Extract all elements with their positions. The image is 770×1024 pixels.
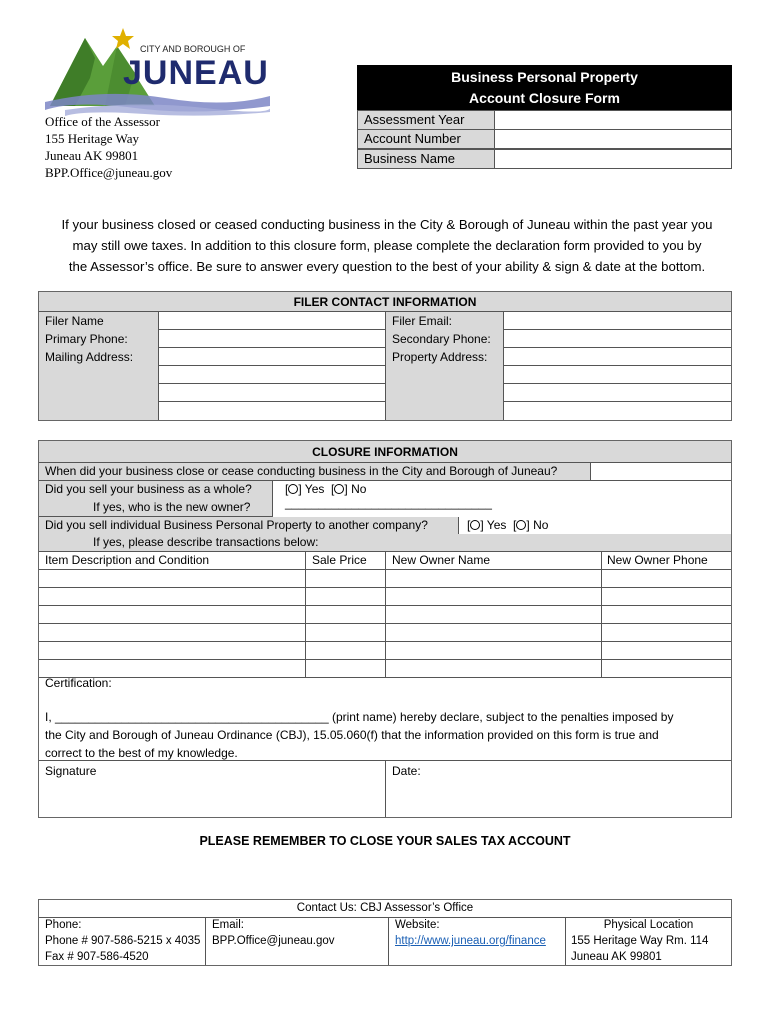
table-row[interactable] xyxy=(39,588,731,606)
q3-yes-radio[interactable] xyxy=(470,520,480,530)
primary-phone-label: Primary Phone: xyxy=(45,332,128,346)
filer-email-field[interactable] xyxy=(504,312,731,330)
mailing-address-field[interactable] xyxy=(159,348,385,366)
q1-label-cell xyxy=(39,463,591,481)
account-number-field[interactable] xyxy=(495,130,731,148)
business-name-label: Business Name xyxy=(358,150,495,168)
q1-close-date-question: When did your business close or cease conducting business in the City and Borough of Juneau? xyxy=(45,464,558,478)
mountain-logo-icon xyxy=(45,18,270,118)
date-label: Date: xyxy=(392,764,421,778)
sales-tax-reminder: PLEASE REMEMBER TO CLOSE YOUR SALES TAX ACCOUNT xyxy=(199,834,571,848)
filer-contact-section xyxy=(38,291,732,421)
contact-location-cell xyxy=(566,917,731,965)
location-label: Physical Location xyxy=(603,919,694,931)
form-title-box xyxy=(357,65,732,170)
mailing-address-line3[interactable] xyxy=(159,384,385,402)
table-row[interactable] xyxy=(39,660,731,678)
secondary-phone-field[interactable] xyxy=(504,330,731,348)
q3-block: Did you sell individual Business Personal Property to another company? [ ] Yes [ ] No If yes, please describe transactions below: xyxy=(39,517,731,552)
property-address-line2[interactable] xyxy=(504,366,731,384)
closure-section-header: CLOSURE INFORMATION xyxy=(312,445,458,459)
column-header-sale-price: Sale Price xyxy=(306,552,386,570)
q3-no-label: No xyxy=(533,518,549,532)
mailing-address-line2[interactable] xyxy=(159,366,385,384)
filer-left-labels xyxy=(39,312,159,420)
business-name-row xyxy=(357,149,732,169)
closure-header-band xyxy=(39,441,731,463)
q3-no-radio[interactable] xyxy=(516,520,526,530)
certification-text-line1: I, _________________________________________ (print name) hereby declare, subject to the penalties imposed by xyxy=(45,710,674,724)
signature-label: Signature xyxy=(45,764,97,778)
mailing-address-line4[interactable] xyxy=(159,402,385,420)
column-header-owner-name: New Owner Name xyxy=(386,552,602,570)
certification-text-line3: correct to the best of my knowledge. xyxy=(45,746,238,760)
q2-block: Did you sell your business as a whole? [ ] Yes [ ] No If yes, who is the new owner? _______________________________ xyxy=(39,481,731,517)
intro-paragraph: If your business closed or ceased conducting business in the City & Borough of Juneau within the past year you may still owe taxes. In addition to this closure form, please complete the declaration form provided to you by the Assessor’s office. Be sure to answer every question to the best of your ability & sign & date at the bottom. xyxy=(61,217,713,274)
location-city: Juneau AK 99801 xyxy=(571,951,662,963)
table-row[interactable] xyxy=(39,642,731,660)
property-address-line3[interactable] xyxy=(504,384,731,402)
business-name-field[interactable] xyxy=(495,150,731,168)
property-address-line4[interactable] xyxy=(504,402,731,420)
svg-text:JUNEAU: JUNEAU xyxy=(123,54,269,92)
assessment-year-row xyxy=(357,110,732,130)
close-date-field[interactable] xyxy=(591,463,731,481)
assessment-year-field[interactable] xyxy=(495,111,731,129)
office-name: Office of the Assessor xyxy=(45,114,160,129)
contact-header: Contact Us: CBJ Assessor’s Office xyxy=(296,902,474,914)
certification-label: Certification: xyxy=(45,676,112,690)
office-city: Juneau AK 99801 xyxy=(45,148,139,163)
mailing-address-label: Mailing Address: xyxy=(45,350,134,364)
column-header-item: Item Description and Condition xyxy=(39,552,306,570)
cbj-logo xyxy=(45,18,270,118)
primary-phone-field[interactable] xyxy=(159,330,385,348)
svg-text:CITY AND BOROUGH OF: CITY AND BOROUGH OF xyxy=(140,44,246,54)
phone-number: Phone # 907-586-5215 x 4035 xyxy=(45,935,201,947)
date-field[interactable] xyxy=(386,760,731,817)
column-header-owner-phone: New Owner Phone xyxy=(602,552,731,570)
filer-email-label: Filer Email: xyxy=(392,314,453,328)
q2-yes-label: Yes xyxy=(304,482,325,496)
phone-label: Phone: xyxy=(45,919,82,931)
account-number-row xyxy=(357,129,732,149)
filer-right-labels xyxy=(386,312,504,420)
table-row[interactable] xyxy=(39,570,731,588)
q2-new-owner-question: If yes, who is the new owner? xyxy=(93,500,251,514)
office-street: 155 Heritage Way xyxy=(45,131,140,146)
transactions-table xyxy=(39,552,731,678)
q2-no-radio[interactable] xyxy=(334,484,344,494)
website-label: Website: xyxy=(395,919,440,931)
contact-table xyxy=(38,899,732,966)
property-address-label: Property Address: xyxy=(392,350,488,364)
filer-name-label: Filer Name xyxy=(45,314,104,328)
form-title: Business Personal Property Account Closure Form xyxy=(357,65,732,110)
website-link[interactable]: http://www.juneau.org/finance xyxy=(395,935,546,947)
q3-yes-label: Yes xyxy=(486,518,507,532)
fax-number: Fax # 907-586-4520 xyxy=(45,951,149,963)
table-row[interactable] xyxy=(39,606,731,624)
contact-phone-cell xyxy=(39,917,206,965)
filer-section-header: FILER CONTACT INFORMATION xyxy=(39,292,731,312)
property-address-field[interactable] xyxy=(504,348,731,366)
signature-field[interactable] xyxy=(39,760,386,817)
filer-name-field[interactable] xyxy=(159,312,385,330)
table-row[interactable] xyxy=(39,624,731,642)
contact-email-cell xyxy=(206,917,389,965)
q2-yes-radio[interactable] xyxy=(288,484,298,494)
transaction-rows xyxy=(39,570,731,678)
filer-right-inputs xyxy=(504,312,731,420)
q2-sold-whole-question: Did you sell your business as a whole? xyxy=(45,482,252,496)
secondary-phone-label: Secondary Phone: xyxy=(392,332,491,346)
contact-website-cell xyxy=(389,917,566,965)
assessment-year-label: Assessment Year xyxy=(358,111,495,129)
office-address xyxy=(45,113,172,181)
email-value: BPP.Office@juneau.gov xyxy=(212,935,335,947)
q2-no-label: No xyxy=(351,482,367,496)
q3-describe-prompt: If yes, please describe transactions below: xyxy=(93,535,319,549)
email-label: Email: xyxy=(212,919,244,931)
office-email: BPP.Office@juneau.gov xyxy=(45,165,173,180)
q3-sold-property-question: Did you sell individual Business Personal Property to another company? xyxy=(45,518,428,532)
location-street: 155 Heritage Way Rm. 114 xyxy=(571,935,709,947)
new-owner-field[interactable]: _______________________________ xyxy=(285,496,492,510)
certification-text-line2: the City and Borough of Juneau Ordinance (CBJ), 15.05.060(f) that the information provided on this form is true and xyxy=(45,728,659,742)
account-number-label: Account Number xyxy=(358,130,495,148)
filer-left-inputs xyxy=(159,312,386,420)
closure-information-section xyxy=(38,440,732,818)
